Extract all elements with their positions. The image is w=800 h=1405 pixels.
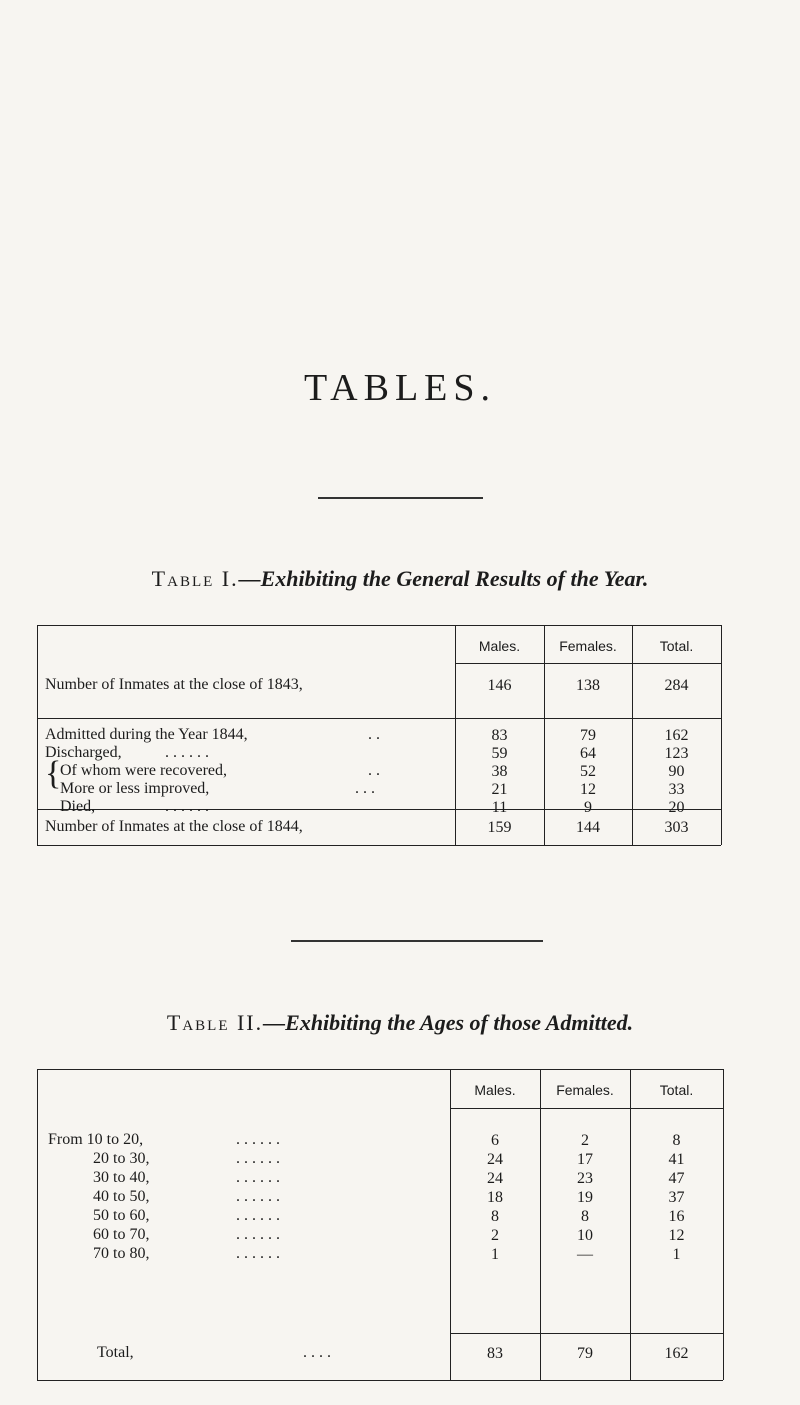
table2-cell: 19 — [577, 1189, 593, 1206]
table2-cell: 2 — [491, 1227, 499, 1244]
table1-cell: 38 — [491, 763, 508, 780]
table2-header-total: Total. — [659, 1082, 694, 1098]
table2-subtitle: —Exhibiting the Ages of those Admitted. — [263, 1010, 634, 1035]
table1-cell: 11 — [491, 799, 508, 816]
table2-cell: 16 — [668, 1208, 685, 1225]
table2-cell: 18 — [487, 1189, 503, 1206]
table1-row-label: Discharged, — [45, 744, 122, 761]
table1-right-rule — [721, 625, 722, 845]
table2-cell: — — [577, 1246, 593, 1263]
table2-cell: 37 — [668, 1189, 685, 1206]
table1-row-label: More or less improved, — [60, 780, 210, 797]
table2-cell: 8 — [491, 1208, 499, 1225]
table1-subtitle: —Exhibiting the General Results of the Year. — [238, 566, 649, 591]
table2-caption — [0, 1010, 800, 1036]
table1-label: Table I. — [151, 566, 239, 591]
table1-header-males: Males. — [478, 638, 521, 654]
table2-cell: 24 — [487, 1151, 503, 1168]
table1-row-label: Number of Inmates at the close of 1844, — [45, 818, 303, 835]
table1-cell: 159 — [487, 819, 512, 836]
table2-cell: 162 — [664, 1345, 689, 1362]
brace-glyph: { — [45, 755, 62, 792]
table2-row-label: 20 to 30, — [93, 1150, 150, 1167]
table2-row-dots: . . . . . . — [236, 1245, 280, 1262]
table2-header-males: Males. — [474, 1082, 516, 1098]
table2-row-dots: . . . . . . — [236, 1226, 280, 1243]
table1-cell: 90 — [668, 763, 685, 780]
table2-cell: 47 — [668, 1170, 685, 1187]
table1-caption — [0, 566, 800, 592]
table2-cell: 1 — [672, 1246, 681, 1263]
table1-cell: 59 — [491, 745, 508, 762]
table1-row-label: Died, — [60, 798, 96, 815]
table1-cell: 138 — [576, 677, 600, 694]
table1-row-dots: . . . . . . — [165, 744, 209, 761]
table1-cell: 33 — [668, 781, 685, 798]
table2-cell: 12 — [668, 1227, 685, 1244]
table2-row-label: 30 to 40, — [93, 1169, 150, 1186]
table1-cell: 144 — [576, 819, 600, 836]
table1-row-dots: . . . . . . — [165, 798, 209, 815]
table2-cell: 23 — [577, 1170, 593, 1187]
table1-cell: 83 — [491, 727, 508, 744]
table2-cell: 24 — [487, 1170, 503, 1187]
table2-label: Table II. — [166, 1010, 264, 1035]
table1-cell: 79 — [580, 727, 596, 744]
table1-cell: 123 — [664, 745, 689, 762]
table1-header-total: Total. — [659, 638, 694, 654]
table1-cell: 9 — [584, 799, 592, 816]
table2-cell: 8 — [581, 1208, 589, 1225]
table1-cell: 64 — [580, 745, 596, 762]
table2-row-dots: . . . . . . — [236, 1131, 280, 1148]
table2-cell: 41 — [668, 1151, 685, 1168]
table2-row-label: 60 to 70, — [93, 1226, 150, 1243]
table2-top-rule — [37, 1069, 723, 1070]
table1-row-dots: . . — [368, 762, 380, 779]
table2-cell: 83 — [487, 1345, 503, 1362]
table2-row-label: 70 to 80, — [93, 1245, 150, 1262]
table2-row-dots: . . . . . . — [236, 1169, 280, 1186]
table2-row-dots: . . . . — [303, 1344, 331, 1361]
table2-total-label: Total, — [97, 1344, 134, 1361]
table2-header-rule — [450, 1108, 723, 1109]
table1-row-label: Number of Inmates at the close of 1843, — [45, 676, 303, 693]
table2-right-rule — [723, 1069, 724, 1380]
section-divider — [291, 940, 543, 942]
table2-row-dots: . . . . . . — [236, 1207, 280, 1224]
table2-cell: 6 — [491, 1132, 499, 1149]
page-title: TABLES. — [303, 367, 496, 409]
table2-row-dots: . . . . . . — [236, 1150, 280, 1167]
table2-cell: 2 — [581, 1132, 589, 1149]
table1-cell: 162 — [664, 727, 689, 744]
table1-cell: 303 — [664, 819, 689, 836]
table1-top-rule — [37, 625, 721, 626]
table1-row-label: Of whom were recovered, — [60, 762, 228, 779]
table1-header-rule — [455, 663, 721, 664]
table1-row-label: Admitted during the Year 1844, — [45, 726, 248, 743]
table2-bottom-rule — [37, 1380, 723, 1381]
table1-header-females: Females. — [559, 638, 617, 654]
table1-row-dots: . . . — [355, 780, 375, 797]
table1-cell: 12 — [580, 781, 596, 798]
table2-row-label: 40 to 50, — [93, 1188, 150, 1205]
table1-cell: 146 — [487, 677, 512, 694]
table1-cell: 21 — [491, 781, 508, 798]
table2-cell: 8 — [672, 1132, 681, 1149]
table1-cell: 52 — [580, 763, 596, 780]
table1-row-dots: . . — [368, 726, 380, 743]
title-divider — [318, 497, 483, 499]
table1-bottom-rule — [37, 845, 721, 846]
table2-left-rule — [37, 1069, 38, 1380]
table2-row-label: 50 to 60, — [93, 1207, 150, 1224]
table2-total-rule — [450, 1333, 723, 1334]
table2-row-dots: . . . . . . — [236, 1188, 280, 1205]
table2-cell: 79 — [577, 1345, 593, 1362]
table2-cell: 17 — [577, 1151, 593, 1168]
table2-cell: 1 — [491, 1246, 499, 1263]
table2-cell: 10 — [577, 1227, 593, 1244]
table1-section-rule — [37, 718, 721, 719]
table1-left-rule — [37, 625, 38, 845]
table2-header-females: Females. — [556, 1082, 614, 1098]
table2-row-label: From 10 to 20, — [48, 1131, 144, 1148]
table1-cell: 20 — [668, 799, 685, 816]
table1-cell: 284 — [664, 677, 689, 694]
